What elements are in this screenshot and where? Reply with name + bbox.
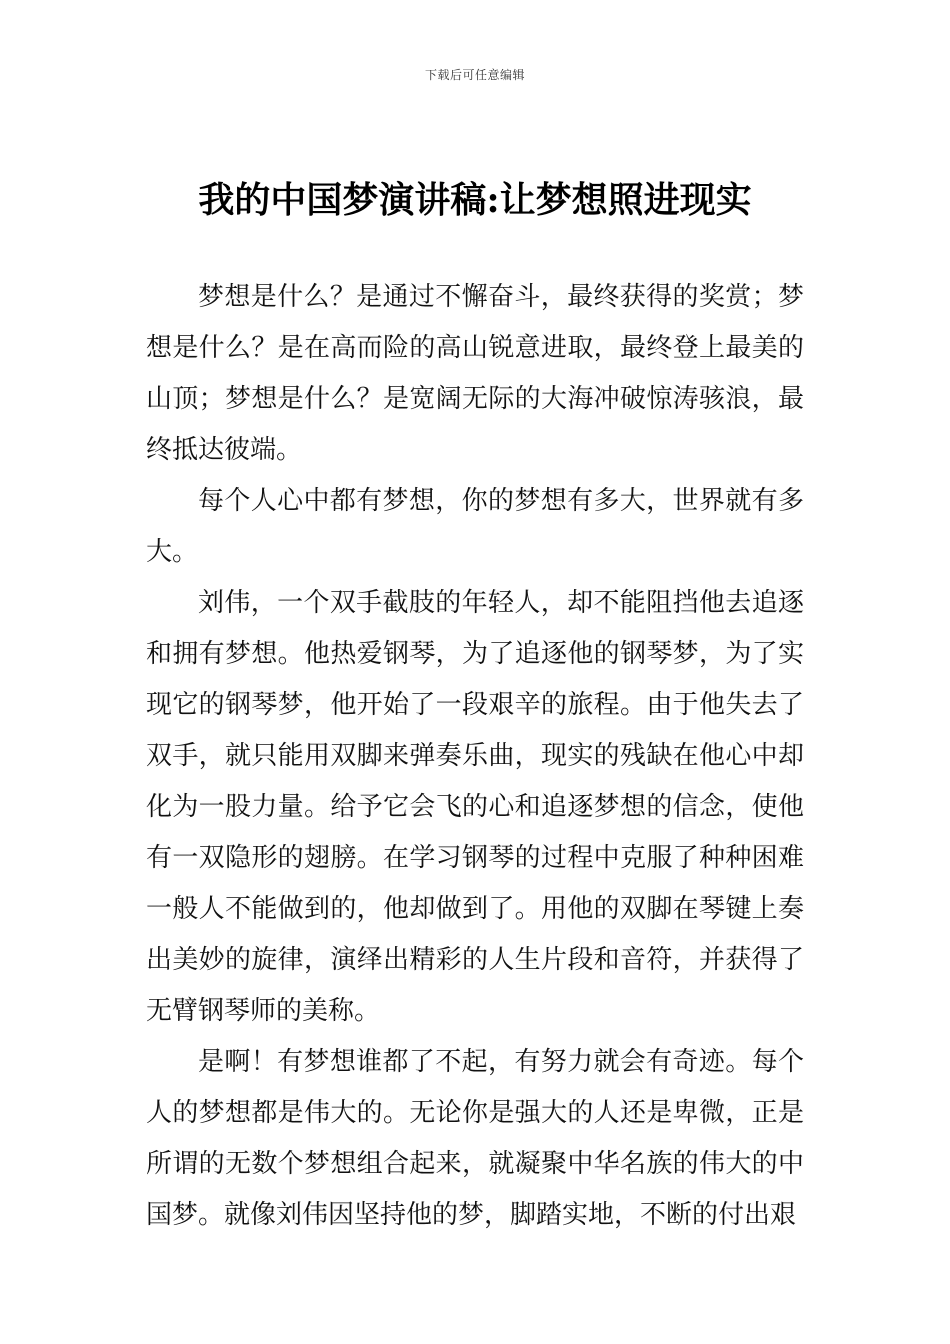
paragraph-3: 刘伟，一个双手截肢的年轻人，却不能阻挡他去追逐和拥有梦想。他热爱钢琴，为了追逐他的钢琴梦，为了实现它的钢琴梦，他开始了一段艰辛的旅程。由于他失去了双手，就只能用双脚来弹奏乐曲，现实的残缺在他心中却化为一股力量。给予它会飞的心和追逐梦想的信念，使他有一双隐形的翅膀。在学习钢琴的过程中克服了种种困难一般人不能做到的，他却做到了。用他的双脚在琴键上奏出美妙的旋律，演绎出精彩的人生片段和音符，并获得了无臂钢琴师的美称。 <box>146 588 804 1026</box>
page-header: 下载后可任意编辑 <box>424 68 525 82</box>
document-body <box>146 272 804 1241</box>
document-title: 我的中国梦演讲稿:让梦想照进现实 <box>198 179 752 221</box>
paragraph-1: 梦想是什么？是通过不懈奋斗，最终获得的奖赏；梦想是什么？是在高而险的高山锐意进取，最终登上最美的山顶；梦想是什么？是宽阔无际的大海冲破惊涛骇浪，最终抵达彼端。 <box>146 282 804 465</box>
paragraph-2: 每个人心中都有梦想，你的梦想有多大，世界就有多大。 <box>146 486 804 567</box>
paragraph-4: 是啊！有梦想谁都了不起，有努力就会有奇迹。每个人的梦想都是伟大的。无论你是强大的人还是卑微，正是所谓的无数个梦想组合起来，就凝聚中华名族的伟大的中国梦。就像刘伟因坚持他的梦，脚踏实地，不断的付出艰 <box>146 1047 804 1230</box>
